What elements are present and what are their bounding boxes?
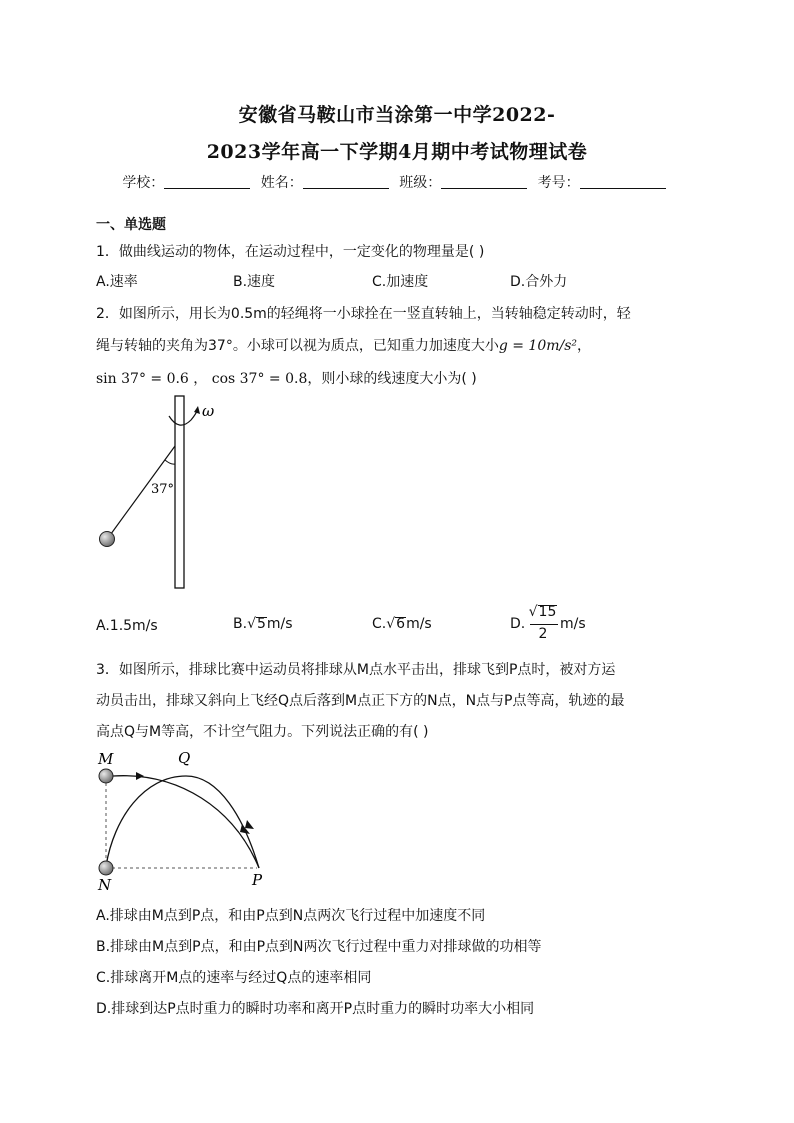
q2-stem-line1: 2．如图所示，用长为0.5m的轻绳将一小球拴在一竖直转轴上，当转轴稳定转动时，轻 — [96, 306, 631, 322]
name-blank[interactable] — [303, 174, 389, 189]
ball-at-n — [99, 861, 113, 875]
trajectory-m-to-p — [113, 776, 259, 868]
omega-label: ω — [202, 402, 215, 420]
q3-option-c: C.排球离开M点的速率与经过Q点的速率相同 — [96, 970, 372, 986]
q2-line2-text: 绳与转轴的夹角为37°。小球可以视为质点，已知重力加速度大小 — [96, 338, 499, 354]
exam-title-line1: 安徽省马鞍山市当涂第一中学2022- — [238, 104, 556, 126]
q2-option-b: B.√5m/s — [233, 616, 293, 632]
q2-option-a: A.1.5m/s — [96, 618, 158, 634]
q3-option-d: D.排球到达P点时重力的瞬时功率和离开P点时重力的瞬时功率大小相同 — [96, 1001, 535, 1017]
q2-c-prefix: C. — [372, 616, 387, 632]
q2-gravity-value: g = 10m/s² — [498, 338, 578, 354]
q2-option-c: C.√6m/s — [372, 616, 432, 632]
q1-stem: 1．做曲线运动的物体，在运动过程中，一定变化的物理量是( ) — [96, 244, 485, 260]
exam-title-line2: 2023学年高一下学期4月期中考试物理试卷 — [206, 141, 588, 163]
q3-stem-line1: 3．如图所示，排球比赛中运动员将排球从M点水平击出，排球飞到P点时，被对方运 — [96, 662, 616, 678]
q2-d-unit: m/s — [560, 616, 586, 632]
exam-number-label: 考号： — [537, 175, 580, 191]
q2-d-prefix: D. — [510, 616, 526, 632]
q3-option-b: B.排球由M点到P点，和由P点到N两次飞行过程中重力对排球做的功相等 — [96, 939, 542, 955]
arrow-on-p-to-n — [245, 820, 254, 829]
q1-option-a: A.速率 — [96, 274, 138, 290]
school-label: 学校： — [122, 175, 165, 191]
rotation-arrowhead — [194, 406, 200, 414]
q2-b-unit: m/s — [266, 616, 293, 632]
section-title: 一、单选题 — [96, 217, 166, 233]
q2-d-radicand: 15 — [538, 604, 557, 620]
class-label: 班级： — [399, 175, 442, 191]
q2-stem-line3 — [96, 368, 477, 388]
q2-d-denominator: 2 — [538, 626, 548, 642]
point-q-label: Q — [178, 749, 191, 767]
name-label: 姓名： — [260, 175, 303, 191]
angle-label: 37° — [151, 482, 175, 497]
trajectory-p-to-n — [106, 776, 259, 868]
q2-line2-comma: ， — [577, 338, 592, 354]
school-blank[interactable] — [164, 174, 250, 189]
q2-d-numerator: √15 — [528, 604, 557, 620]
q2-trig-values: sin 37° = 0.6 ， cos 37° = 0.8 — [96, 371, 308, 387]
q2-b-prefix: B. — [233, 616, 248, 632]
point-n-label: N — [98, 876, 112, 894]
q3-stem-line3: 高点Q与M等高，不计空气阻力。下列说法正确的有( ) — [96, 724, 429, 740]
q3-figure — [94, 748, 274, 894]
point-p-label: P — [252, 871, 263, 889]
ball-at-m — [99, 769, 113, 783]
arrow-m-horizontal — [136, 772, 144, 780]
q2-c-radicand: 6 — [396, 616, 406, 632]
q2-b-radicand: 5 — [256, 616, 266, 632]
q2-line3-text: ，则小球的线速度大小为( ) — [307, 371, 477, 387]
point-m-label: M — [98, 750, 114, 768]
class-blank[interactable] — [441, 174, 527, 189]
angle-arc — [165, 460, 175, 464]
q1-option-d: D.合外力 — [510, 274, 568, 290]
small-ball — [100, 532, 115, 547]
exam-number-blank[interactable] — [580, 174, 666, 189]
q2-figure — [95, 392, 235, 592]
q2-c-unit: m/s — [406, 616, 432, 632]
q2-stem-line2 — [96, 335, 591, 355]
student-info-row — [0, 172, 794, 192]
q3-option-a: A.排球由M点到P点，和由P点到N点两次飞行过程中加速度不同 — [96, 908, 486, 924]
q2-d-fraction-bar — [530, 624, 558, 625]
q1-option-b: B.速度 — [233, 274, 276, 290]
q3-stem-line2: 动员击出，排球又斜向上飞经Q点后落到M点正下方的N点，N点与P点等高，轨迹的最 — [96, 693, 625, 709]
q1-option-c: C.加速度 — [372, 274, 429, 290]
